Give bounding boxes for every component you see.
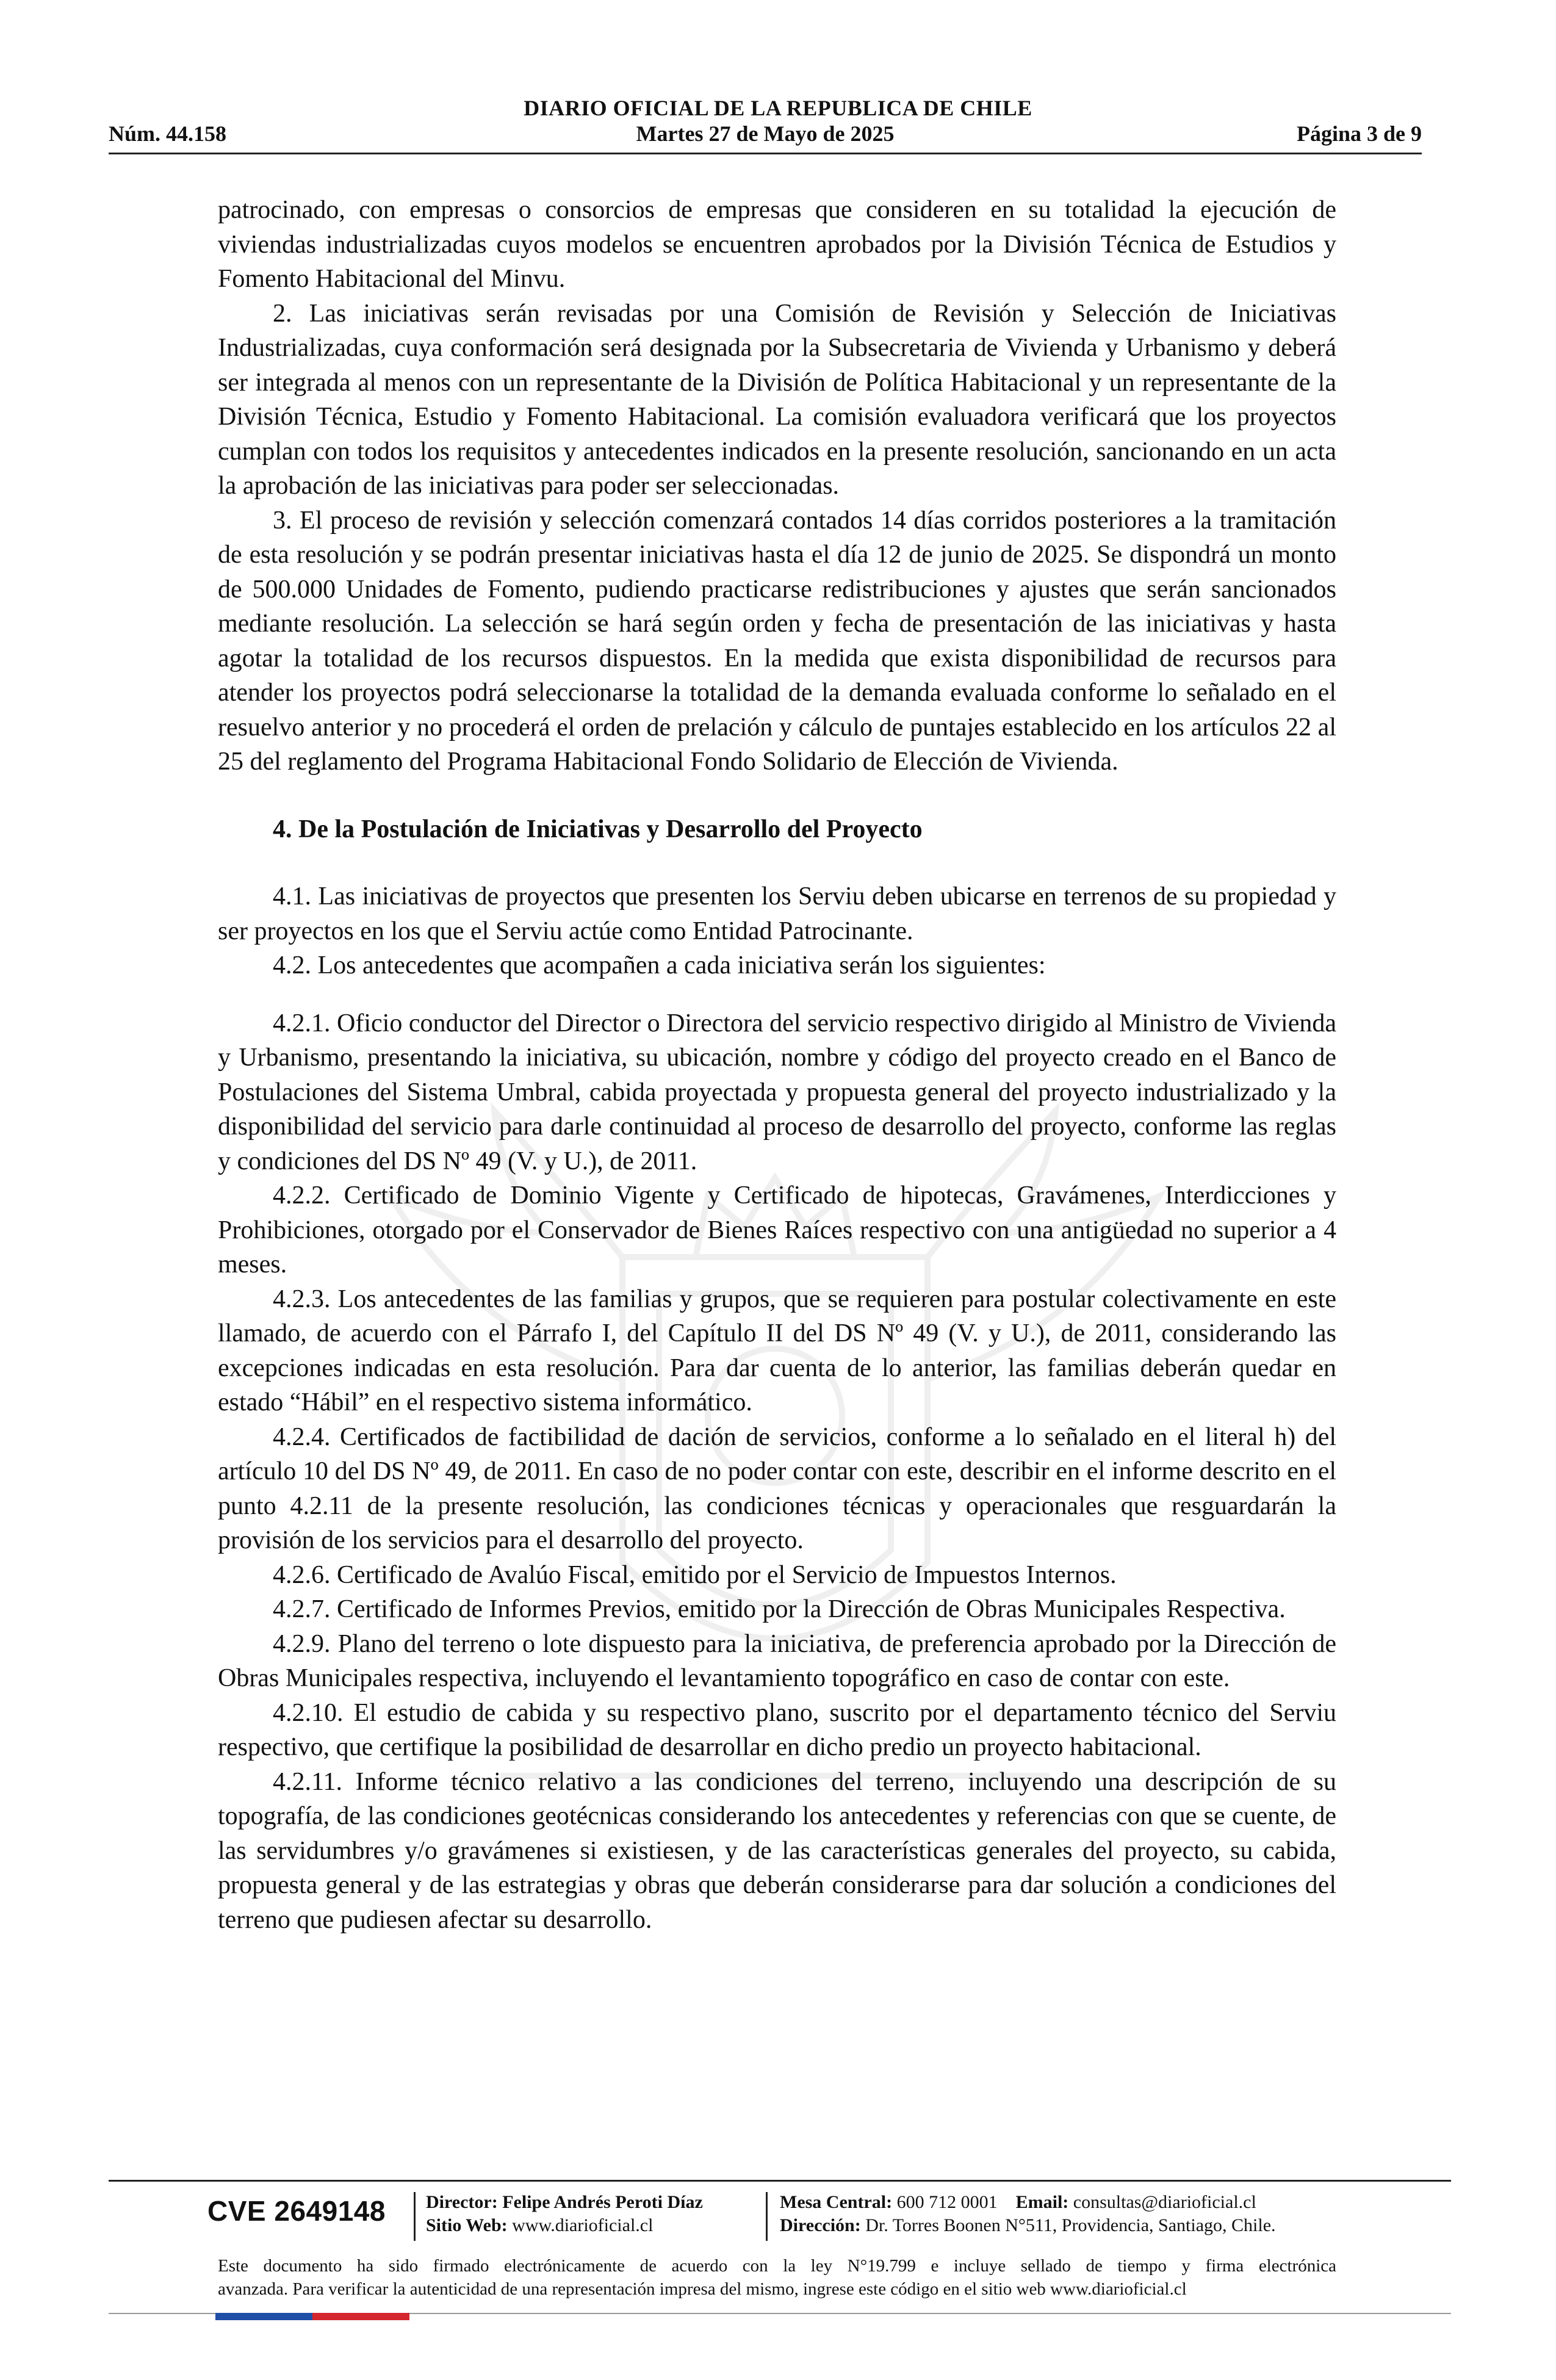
paragraph-4-2: 4.2. Los antecedentes que acompañen a cada iniciativa serán los siguientes: bbox=[273, 951, 1046, 979]
paragraph-3: 3. El proceso de revisión y selección comenzará contados 14 días corridos posteriores a la tramitación de esta resolución y se podrán presentar iniciativas hasta el día 12 de junio de 2025. Se dispondrá un monto de 500.000 Unidades de Fomento, pudiendo practicarse redistribuciones y ajustes que serán sancionados mediante resolución. La selección se hará según orden y fecha de presentación de las iniciativas y hasta agotar la totalidad de los recursos dispuestos. En la medida que exista disponibilidad de recursos para atender los proyectos podrá seleccionarse la totalidad de la demanda evaluada conforme lo señalado en el resuelvo anterior y no procederá el orden de prelación y cálculo de puntajes establecido en los artículos 22 al 25 del reglamento del Programa Habitacional Fondo Solidario de Elección de Vivienda. bbox=[218, 506, 1336, 776]
flag-blue-segment bbox=[215, 2313, 312, 2320]
paragraph-4-2-7: 4.2.7. Certificado de Informes Previos, emitido por la Dirección de Obras Municipales Respectiva. bbox=[273, 1595, 1286, 1623]
footer-contact-block bbox=[780, 2191, 1276, 2237]
paragraph-continuation: patrocinado, con empresas o consorcios de empresas que consideren en su totalidad la ejecución de viviendas industrializadas cuyos modelos se encuentren aprobados por la División Técnica de Estudios y Fomento Habitacional del Minvu. bbox=[218, 196, 1336, 293]
spacer bbox=[218, 983, 1336, 1006]
footer-separator bbox=[766, 2192, 768, 2241]
email-label: Email: bbox=[1015, 2192, 1069, 2212]
phone-label: Mesa Central: bbox=[780, 2192, 893, 2212]
paragraph-4-2-6: 4.2.6. Certificado de Avalúo Fiscal, emitido por el Servicio de Impuestos Internos. bbox=[273, 1560, 1117, 1589]
footer-divider bbox=[109, 2180, 1451, 2182]
header-row bbox=[109, 121, 1422, 149]
footer-separator bbox=[414, 2192, 416, 2241]
spacer bbox=[218, 779, 1336, 812]
address-value: Dr. Torres Boonen N°511, Providencia, Santiago, Chile. bbox=[865, 2215, 1276, 2235]
director-label: Director: bbox=[426, 2192, 498, 2212]
paragraph-4-2-3: 4.2.3. Los antecedentes de las familias y grupos, que se requieren para postular colectivamente en este llamado, de acuerdo con el Párrafo I, del Capítulo II del DS Nº 49 (V. y U.), de 2011, considerando las excepciones indicadas en esta resolución. Para dar cuenta de lo anterior, las familias deberán quedar en estado “Hábil” en el respectivo sistema informático. bbox=[218, 1285, 1336, 1416]
header-divider bbox=[109, 153, 1422, 154]
phone-number: 600 712 0001 bbox=[896, 2192, 998, 2212]
note-line-2: avanzada. Para verificar la autenticidad de una representación impresa del mismo, ingrese este código en el sitio web www.diarioficial.cl bbox=[218, 2279, 1187, 2299]
issue-date: Martes 27 de Mayo de 2025 bbox=[636, 121, 895, 146]
email-link[interactable]: consultas@diarioficial.cl bbox=[1073, 2192, 1256, 2212]
issue-number: Núm. 44.158 bbox=[109, 121, 227, 146]
website-label: Sitio Web: bbox=[426, 2215, 508, 2235]
cve-code: CVE 2649148 bbox=[207, 2195, 386, 2227]
flag-color-bar bbox=[215, 2313, 409, 2320]
document-body bbox=[218, 193, 1336, 1937]
paragraph-4-2-4: 4.2.4. Certificados de factibilidad de dación de servicios, conforme a lo señalado en el literal h) del artículo 10 del DS Nº 49, de 2011. En caso de no poder contar con este, describir en el informe descrito en el punto 4.2.11 de la presente resolución, las condiciones técnicas y operacionales que resguardarán la provisión de los servicios para el desarrollo del proyecto. bbox=[218, 1423, 1336, 1554]
website-link[interactable]: www.diarioficial.cl bbox=[512, 2215, 654, 2235]
paragraph-4-2-11: 4.2.11. Informe técnico relativo a las condiciones del terreno, incluyendo una descripción de su topografía, de las condiciones geotécnicas considerando los antecedentes y referencias con que se cuente, de las servidumbres y/o gravámenes si existiesen, y de las características generales del proyecto, su cabida, propuesta general y de las estrategias y obras que deberán considerarse para dar solución a condiciones del terreno que pudiesen afectar su desarrollo. bbox=[218, 1767, 1336, 1934]
footer-director-block bbox=[426, 2191, 703, 2237]
spacer bbox=[218, 846, 1336, 879]
director-name: Felipe Andrés Peroti Díaz bbox=[502, 2192, 703, 2212]
flag-red-segment bbox=[312, 2313, 409, 2320]
address-label: Dirección: bbox=[780, 2215, 861, 2235]
paragraph-4-2-9: 4.2.9. Plano del terreno o lote dispuesto para la iniciativa, de preferencia aprobado por la Dirección de Obras Municipales respectiva, incluyendo el levantamiento topográfico en caso de contar con este. bbox=[218, 1629, 1336, 1692]
note-line-1: Este documento ha sido firmado electrónicamente de acuerdo con la ley N°19.799 e incluye sellado de tiempo y firma electrónica bbox=[218, 2256, 1336, 2276]
page-indicator: Página 3 de 9 bbox=[1296, 121, 1422, 146]
paragraph-4-2-1: 4.2.1. Oficio conductor del Director o Directora del servicio respectivo dirigido al Ministro de Vivienda y Urbanismo, presentando la iniciativa, su ubicación, nombre y código del proyecto creado en el Banco de Postulaciones del Sistema Umbral, cabida proyectada y propuesta general del proyecto industrializado y la disponibilidad del servicio para darle continuidad al proceso de desarrollo del proyecto, conforme las reglas y condiciones del DS Nº 49 (V. y U.), de 2011. bbox=[218, 1009, 1336, 1175]
paragraph-4-1: 4.1. Las iniciativas de proyectos que presenten los Serviu deben ubicarse en terrenos de su propiedad y ser proyectos en los que el Serviu actúe como Entidad Patrocinante. bbox=[218, 882, 1336, 945]
newspaper-title: DIARIO OFICIAL DE LA REPUBLICA DE CHILE bbox=[524, 96, 1032, 120]
paragraph-2: 2. Las iniciativas serán revisadas por una Comisión de Revisión y Selección de Iniciativas Industrializadas, cuya conformación será designada por la Subsecretaria de Vivienda y Urbanismo y deberá ser integrada al menos con un representante de la División de Política Habitacional y un representante de la División Técnica, Estudio y Fomento Habitacional. La comisión evaluadora verificará que los proyectos cumplan con todos los requisitos y antecedentes indicados en la presente resolución, sancionando en un acta la aprobación de las iniciativas para poder ser seleccionadas. bbox=[218, 299, 1336, 500]
paragraph-4-2-10: 4.2.10. El estudio de cabida y su respectivo plano, suscrito por el departamento técnico del Serviu respectivo, que certifique la posibilidad de desarrollar en dicho predio un proyecto habitacional. bbox=[218, 1698, 1336, 1761]
paragraph-4-2-2: 4.2.2. Certificado de Dominio Vigente y Certificado de hipotecas, Gravámenes, Interdicciones y Prohibiciones, otorgado por el Conservador de Bienes Raíces respectivo con una antigüedad no superior a 4 meses. bbox=[218, 1181, 1336, 1278]
section-heading-4: 4. De la Postulación de Iniciativas y Desarrollo del Proyecto bbox=[273, 815, 923, 843]
electronic-signature-note bbox=[218, 2254, 1336, 2301]
